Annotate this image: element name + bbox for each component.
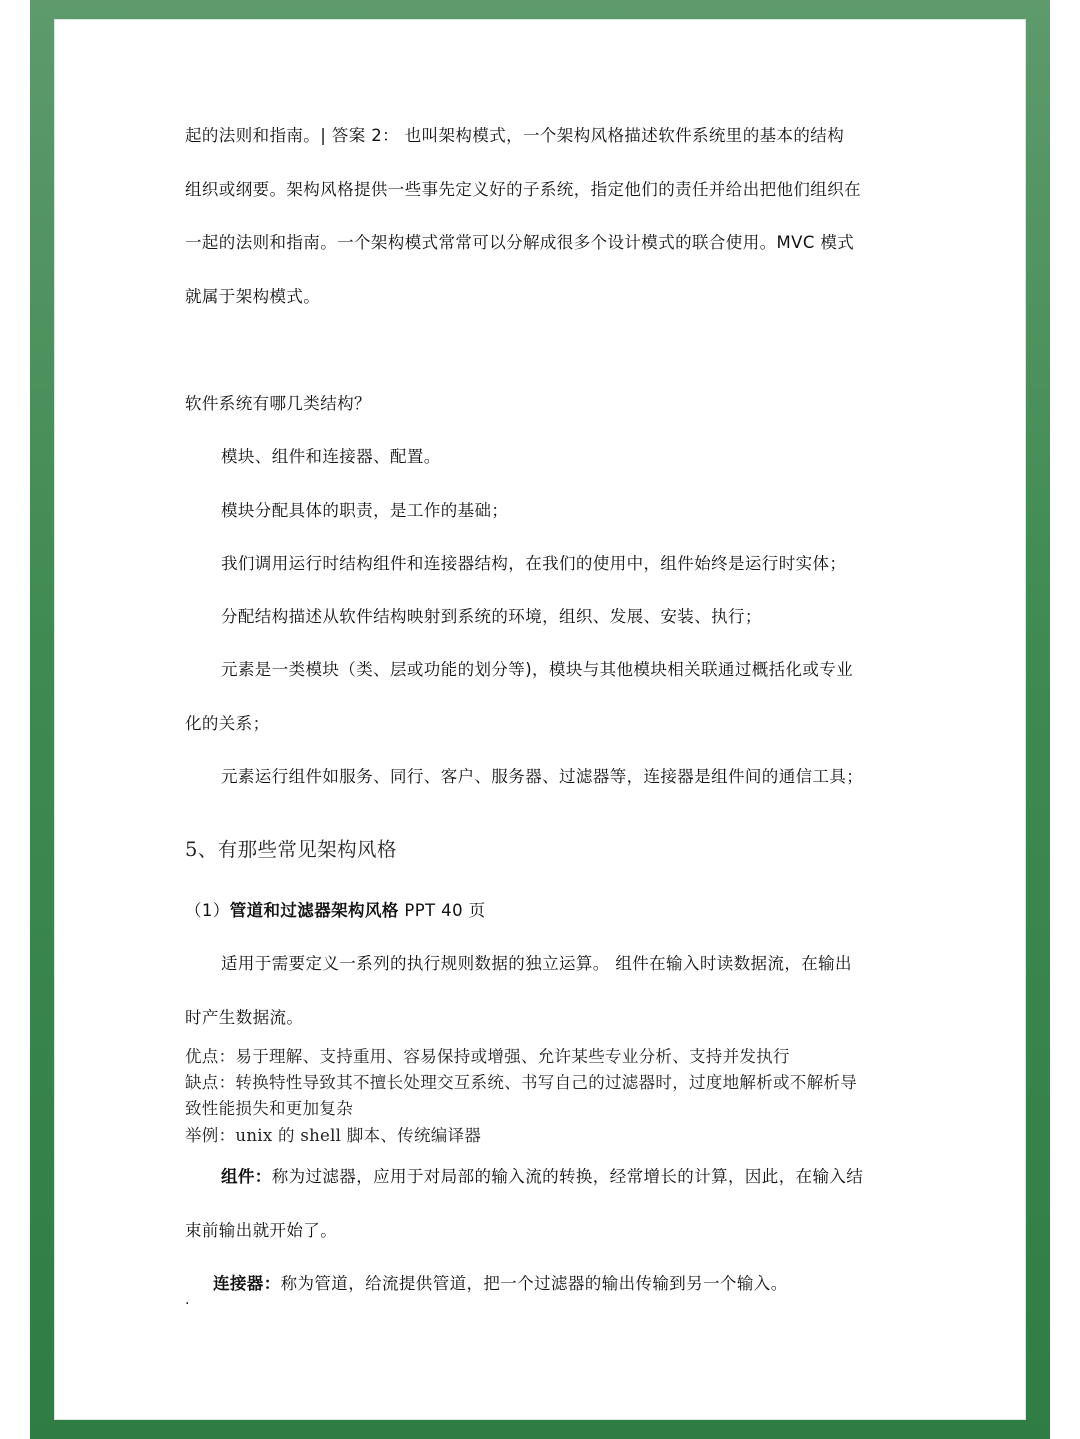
answer-line-4: 分配结构描述从软件结构映射到系统的环境，组织、发展、安装、执行； — [221, 607, 762, 626]
subsection-title — [185, 897, 486, 921]
pros-line: 优点：易于理解、支持重用、容易保持或增强、允许某些专业分析、支持并发执行 — [185, 1047, 790, 1066]
subsection-bold-title: 管道和过滤器架构风格 — [229, 901, 399, 920]
answer-line-5: 元素是一类模块（类、层或功能的划分等)，模块与其他模块相关联通过概括化或专业 — [221, 660, 854, 679]
component-line — [221, 1163, 863, 1187]
cons-line: 缺点：转换特性导致其不擅长处理交互系统、书写自己的过滤器时，过度地解析或不解析导 — [185, 1073, 857, 1092]
subsection-desc: 适用于需要定义一系列的执行规则数据的独立运算。 组件在输入时读数据流，在输出 — [221, 954, 852, 973]
question-line: 软件系统有哪几类结构？ — [185, 394, 371, 413]
frame-margin-right — [1050, 0, 1080, 1439]
connector-text: 称为管道，给流提供管道，把一个过滤器的输出传输到另一个输入。 — [280, 1274, 788, 1293]
frame-margin-left — [0, 0, 30, 1439]
answer-line-3: 我们调用运行时结构组件和连接器结构，在我们的使用中，组件始终是运行时实体； — [221, 554, 847, 573]
component-line-cont: 束前输出就开始了。 — [185, 1221, 338, 1240]
component-text: 称为过滤器，应用于对局部的输入流的转换，经常增长的计算，因此，在输入结 — [271, 1167, 864, 1186]
para1-line-3: 一起的法则和指南。一个架构模式常常可以分解成很多个设计模式的联合使用。MVC 模式 — [185, 233, 855, 252]
answer-line-2: 模块分配具体的职责，是工作的基础； — [221, 501, 509, 520]
subsection-suffix: PPT 40 页 — [398, 901, 486, 920]
example-line: 举例：unix 的 shell 脚本、传统编译器 — [185, 1126, 482, 1145]
cons-line-cont: 致性能损失和更加复杂 — [185, 1099, 353, 1118]
bullet-dot: . — [185, 1292, 190, 1308]
subsection-prefix: （1） — [185, 901, 230, 920]
answer-line-6: 元素运行组件如服务、同行、客户、服务器、过滤器等，连接器是组件间的通信工具； — [221, 767, 864, 786]
answer-line-1: 模块、组件和连接器、配置。 — [221, 447, 441, 466]
para1-line-2: 组织或纲要。架构风格提供一些事先定义好的子系统，指定他们的责任并给出把他们组织在 — [185, 180, 861, 199]
component-label: 组件： — [221, 1167, 272, 1186]
para1-line-4: 就属于架构模式。 — [185, 287, 321, 306]
section-heading: 5、有那些常见架构风格 — [185, 838, 397, 861]
subsection-desc-cont: 时产生数据流。 — [185, 1008, 304, 1027]
document-page — [55, 20, 1025, 1419]
answer-line-5-cont: 化的关系； — [185, 714, 270, 733]
para1-line-1: 起的法则和指南。| 答案 2： 也叫架构模式，一个架构风格描述软件系统里的基本的结构 — [185, 126, 845, 145]
connector-line — [213, 1270, 788, 1294]
connector-label: 连接器： — [213, 1274, 281, 1293]
